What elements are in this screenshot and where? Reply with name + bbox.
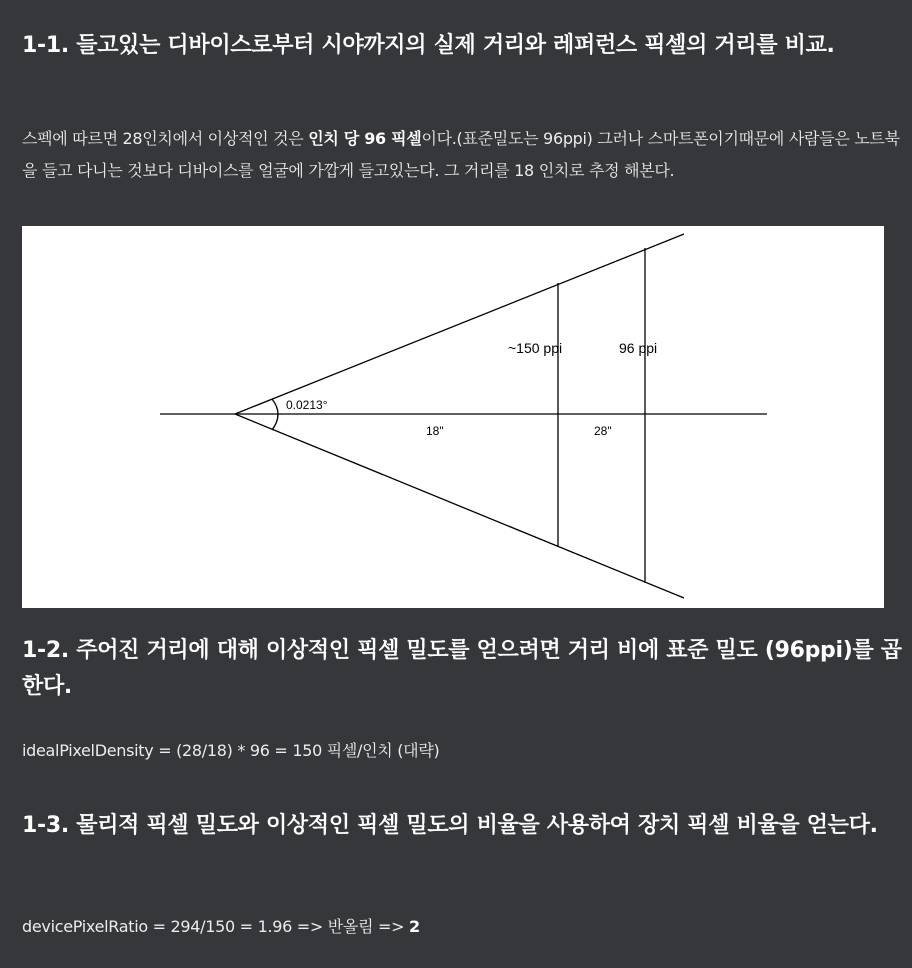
diagram-svg [22, 226, 884, 608]
near-ppi-label: ~150 ppi [508, 340, 563, 356]
section3-heading: 1-3. 물리적 픽셀 밀도와 이상적인 픽셀 밀도의 비율을 사용하여 장치 픽셀 비율을 얻는다. [22, 813, 878, 838]
section1-para-post: 이다.(표준밀도는 96ppi) 그러나 스마트폰이기때문에 사람들은 노트북을 들고 다니는 것보다 디바이스를 얼굴에 가깝게 들고있는다. 그 거리를 18 인치로 추정 해본다. [22, 129, 900, 180]
near-distance-label: 18" [426, 424, 444, 438]
section3-formula-result: 2 [409, 917, 420, 936]
section2-heading: 1-2. 주어진 거리에 대해 이상적인 픽셀 밀도를 얻으려면 거리 비에 표준 밀도 (96ppi)를 곱한다. [22, 638, 902, 699]
viewing-distance-diagram [22, 226, 884, 608]
far-ppi-label: 96 ppi [619, 340, 658, 356]
section1-heading: 1-1. 들고있는 디바이스로부터 시야까지의 실제 거리와 레퍼런스 픽셀의 거리를 비교. [22, 33, 835, 58]
section3-formula [22, 911, 902, 943]
upper-ray [235, 234, 684, 414]
section2-formula: idealPixelDensity = (28/18) * 96 = 150 픽셀/인치 (대략) [22, 741, 440, 760]
lower-ray [235, 414, 684, 598]
angle-label: 0.0213° [286, 398, 328, 412]
section1-para-bold: 인치 당 96 픽셀 [308, 129, 422, 148]
section1-para-pre: 스펙에 따르면 28인치에서 이상적인 것은 [22, 129, 309, 148]
far-distance-label: 28" [594, 424, 612, 438]
section3-formula-pre: devicePixelRatio = 294/150 = 1.96 => 반올림 => [22, 917, 410, 936]
section1-paragraph [22, 123, 902, 187]
